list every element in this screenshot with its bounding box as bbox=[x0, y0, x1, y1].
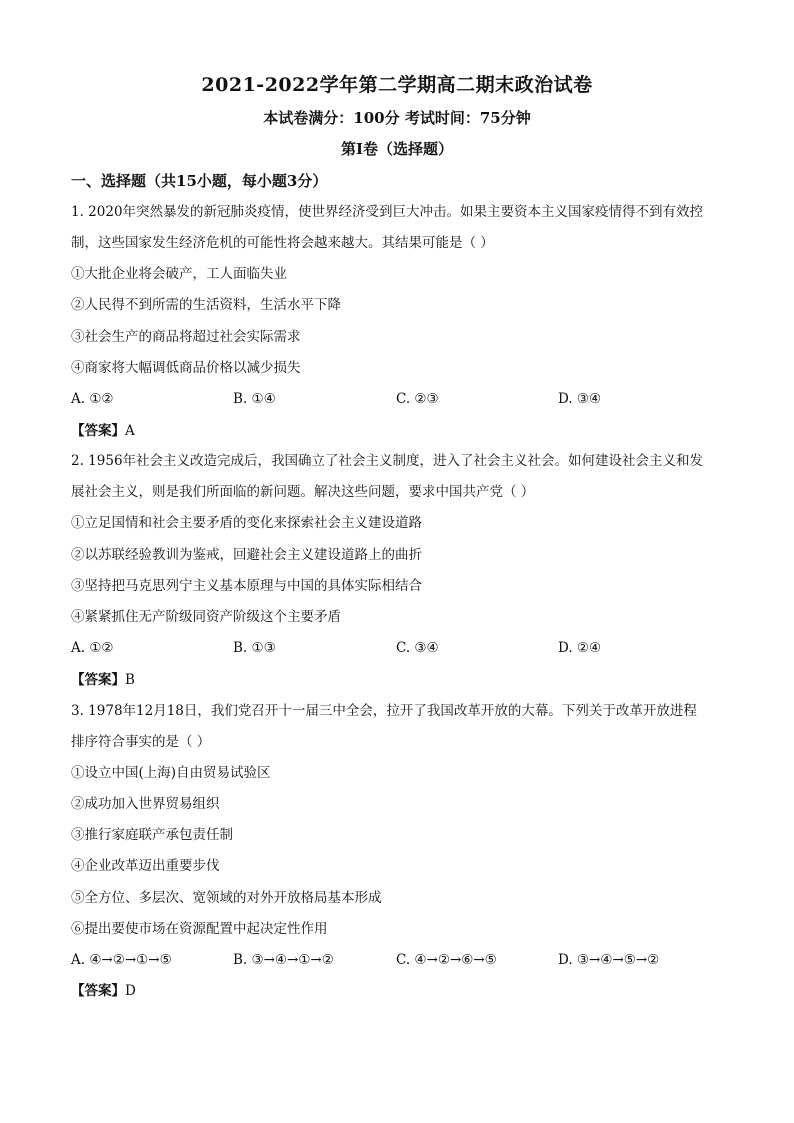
answer-line bbox=[71, 421, 135, 441]
question-item: ②以苏联经验教训为鉴戒，回避社会主义建设道路上的曲折 bbox=[71, 547, 422, 563]
option-c: C. ④→②→⑥→⑤ bbox=[396, 952, 497, 968]
question-stem-line: 制，这些国家发生经济危机的可能性将会越来越大。其结果可能是（ ） bbox=[71, 235, 494, 251]
question-item: ④企业改革迈出重要步伐 bbox=[71, 858, 220, 874]
option-b: B. ①④ bbox=[233, 391, 276, 407]
question-item: ①立足国情和社会主要矛盾的变化来探索社会主义建设道路 bbox=[71, 515, 422, 531]
answer-options bbox=[71, 950, 731, 970]
option-d: D. ③→④→⑤→② bbox=[558, 952, 660, 968]
question-stem-line: 3. 1978年12月18日，我们党召开十一届三中全会，拉开了我国改革开放的大幕。下列关于改革开放进程 bbox=[71, 703, 697, 719]
answer-options bbox=[71, 638, 731, 658]
answer-options bbox=[71, 389, 731, 409]
option-c: C. ③④ bbox=[396, 640, 439, 656]
question-item: ④紧紧抓住无产阶级同资产阶级这个主要矛盾 bbox=[71, 609, 341, 625]
question-item: ②人民得不到所需的生活资料，生活水平下降 bbox=[71, 297, 341, 313]
answer-label: 【答案】 bbox=[71, 423, 125, 439]
question-stem-line: 1. 2020年突然暴发的新冠肺炎疫情，使世界经济受到巨大冲击。如果主要资本主义国家疫情得不到有效控 bbox=[71, 204, 704, 220]
option-d: D. ②④ bbox=[558, 640, 602, 656]
answer-value: B bbox=[125, 672, 135, 688]
question-item: ③坚持把马克思列宁主义基本原理与中国的具体实际相结合 bbox=[71, 578, 422, 594]
question-item: ⑥提出要使市场在资源配置中起决定性作用 bbox=[71, 921, 328, 937]
volume-heading: 第Ⅰ卷（选择题） bbox=[340, 140, 454, 158]
question-stem-line: 展社会主义，则是我们所面临的新问题。解决这些问题，要求中国共产党（ ） bbox=[71, 484, 535, 500]
question-item: ①设立中国(上海)自由贸易试验区 bbox=[71, 765, 271, 781]
answer-label: 【答案】 bbox=[71, 983, 125, 999]
answer-line bbox=[71, 981, 136, 1001]
question-item: ②成功加入世界贸易组织 bbox=[71, 796, 220, 812]
option-a: A. ①② bbox=[71, 640, 114, 656]
option-b: B. ③→④→①→② bbox=[233, 952, 334, 968]
question-item: ③社会生产的商品将超过社会实际需求 bbox=[71, 329, 301, 345]
question-stem-line: 排序符合事实的是（ ） bbox=[71, 734, 211, 750]
option-b: B. ①③ bbox=[233, 640, 276, 656]
question-item: ⑤全方位、多层次、宽领域的对外开放格局基本形成 bbox=[71, 890, 382, 906]
option-c: C. ②③ bbox=[396, 391, 439, 407]
option-d: D. ③④ bbox=[558, 391, 602, 407]
answer-value: D bbox=[125, 983, 136, 999]
exam-subtitle: 本试卷满分：100分 考试时间：75分钟 bbox=[263, 109, 531, 127]
exam-title: 2021-2022学年第二学期高二期末政治试卷 bbox=[201, 74, 593, 96]
answer-label: 【答案】 bbox=[71, 672, 125, 688]
option-a: A. ①② bbox=[71, 391, 114, 407]
question-item: ④商家将大幅调低商品价格以减少损失 bbox=[71, 360, 301, 376]
question-item: ③推行家庭联产承包责任制 bbox=[71, 827, 233, 843]
question-item: ①大批企业将会破产，工人面临失业 bbox=[71, 266, 287, 282]
option-a: A. ④→②→①→⑤ bbox=[71, 952, 172, 968]
answer-value: A bbox=[125, 423, 135, 439]
answer-line bbox=[71, 670, 135, 690]
question-stem-line: 2. 1956年社会主义改造完成后，我国确立了社会主义制度，进入了社会主义社会。如何建设社会主义和发 bbox=[71, 453, 704, 469]
section-heading: 一、选择题（共15小题，每小题3分） bbox=[71, 172, 328, 190]
